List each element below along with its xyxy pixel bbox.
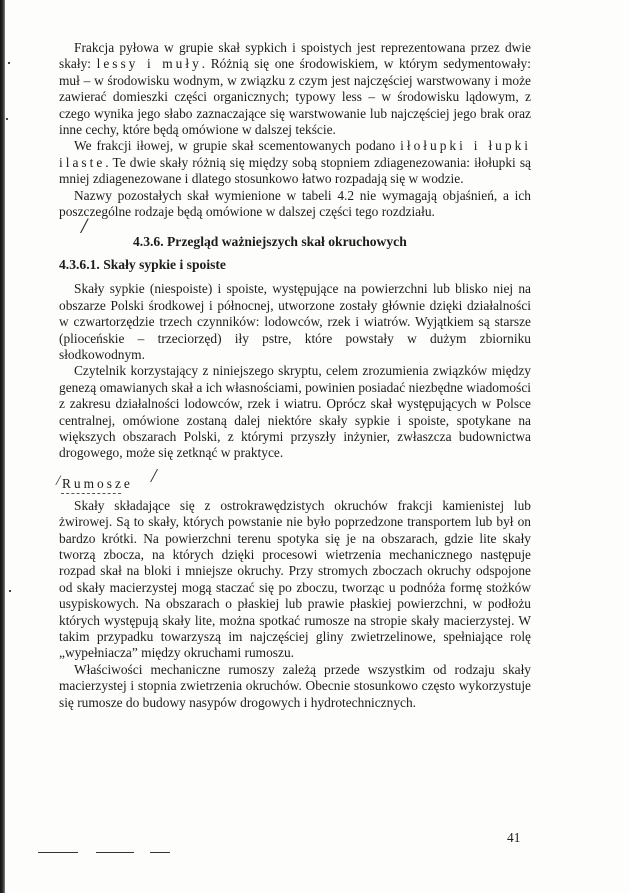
subsection-heading <box>59 257 531 273</box>
scan-speck <box>9 590 11 592</box>
section-heading <box>59 213 531 250</box>
section-number: 4.3.6. <box>133 234 164 250</box>
scan-binding-edge <box>0 0 5 893</box>
intro-1-spaced-terms: lessy i muły <box>96 56 202 72</box>
handwritten-mark: / <box>81 213 88 239</box>
intro-2-spaced-terms: iłołupki i łupki ilaste <box>59 138 531 170</box>
footer-rule <box>150 852 170 853</box>
intro-2-text: We frakcji iłowej, w grupie skał scementowanych podano <box>74 138 396 154</box>
document-page <box>56 40 531 711</box>
section-title: Przegląd ważniejszych skał okruchowych <box>167 234 407 250</box>
pencil-slash-mark: / <box>56 472 61 489</box>
paragraph-rumosze-2: Właściwości mechaniczne rumoszy zależą przede wszystkim od rodzaju skały macierzystej i stopnia zwietrzenia okruchów. Obecnie stosunkowo często wykorzystuje się rumosze do budowy nasypów drogowych i hydrotechnicznych. <box>59 661 531 710</box>
paragraph-intro-1 <box>59 40 531 138</box>
intro-2-text-cont: . Te dwie skały różnią się między sobą stopniem zdiagenezowania: iłołupki są mniej zdiagenezowane i dlatego stosunkowo łatwo rozpadają się w wodzie. <box>59 154 531 187</box>
intro-1-text-cont: . Różnią się one środowiskiem, w którym sedymentowały: muł – w środowisku wodnym, w związku z czym jest najczęściej warstwowany i może zawierać domieszki części organicznych; typowy less – w środowisku lądowym, z czego wynika jego słabo zaznaczające się warstwowanie lub najczęściej jego brak oraz inne cechy, które będą omówione w dalszej tekście. <box>59 56 531 138</box>
paragraph-rumosze-1: Skały składające się z ostrokrawędzistych okruchów frakcji kamienistej lub żwirowej. Są to skały, których powstanie nie było poprzedzone transportem lub był on bardzo krótki. Na powierzchni terenu spotyka się je na obszarach, gdzie lite skały tworzą zbocza, na których dzięki procesowi wietrzenia mechanicznego następuje rozpad skał na bloki i mniejsze okruchy. Przy stromych zboczach okruchy odspojone od skały macierzystej mogą staczać się po zboczu, tworząc u podnóża formę stożków usypiskowych. Na obszarach o płaskiej lub prawie płaskiej powierzchni, w podłożu których występują skały lite, można spotkać rumosze na stropie skały macierzystej. W takim przypadku towarzyszą im najczęściej gliny zwietrzelinowe, spełniające rolę „wypełniacza” między okruchami rumoszu. <box>59 497 531 661</box>
paragraph-intro-3: Nazwy pozostałych skał wymienione w tabeli 4.2 nie wymagają objaśnień, a ich poszczególne rodzaje będą omówione w dalszej części tego rozdziału. <box>59 187 531 220</box>
intro-1-text: Frakcja pyłowa w grupie skał sypkich i spoistych jest reprezentowana przez dwie skały: <box>59 40 531 72</box>
pencil-slash-mark: / <box>151 464 157 487</box>
rumosze-heading <box>56 464 531 494</box>
subsection-number: 4.3.6.1. <box>59 256 100 272</box>
rumosze-heading-label: Rumosze <box>62 475 133 491</box>
scan-speck <box>6 118 8 120</box>
subsection-title: Skały sypkie i spoiste <box>103 256 226 272</box>
paragraph-main-2: Czytelnik korzystający z niniejszego skryptu, celem zrozumienia związków między genezą omawianych skał a ich własnościami, powinien posiadać niezbędne wiadomości z zakresu działalności lodowców, rzek i wiatru. Oprócz skał występujących w Polsce centralnej, omówione zostaną dalej niektóre skały sypkie i spoiste, spotykane na większych obszarach Polski, z którymi przyszły inżynier, zwłaszcza budownictwa drogowego, może się zetknąć w praktyce. <box>59 363 531 461</box>
footer-rule <box>96 852 134 853</box>
footer-rule <box>38 852 78 853</box>
page-number: 41 <box>507 830 521 845</box>
paragraph-main-1: Skały sypkie (niespoiste) i spoiste, występujące na powierzchni lub blisko niej na obszarze Polski środkowej i północnej, utworzone zostały głównie dzięki działalności w czwartorzędzie trzech czynników: lodowców, rzek i wiatrów. Wyjątkiem są starsze (plioceńskie – trzeciorzęd) iły pstre, które powstały w dużym zbiorniku słodkowodnym. <box>59 281 531 362</box>
scan-speck <box>8 62 10 64</box>
pencil-underline <box>61 493 121 494</box>
paragraph-intro-2 <box>59 138 531 187</box>
